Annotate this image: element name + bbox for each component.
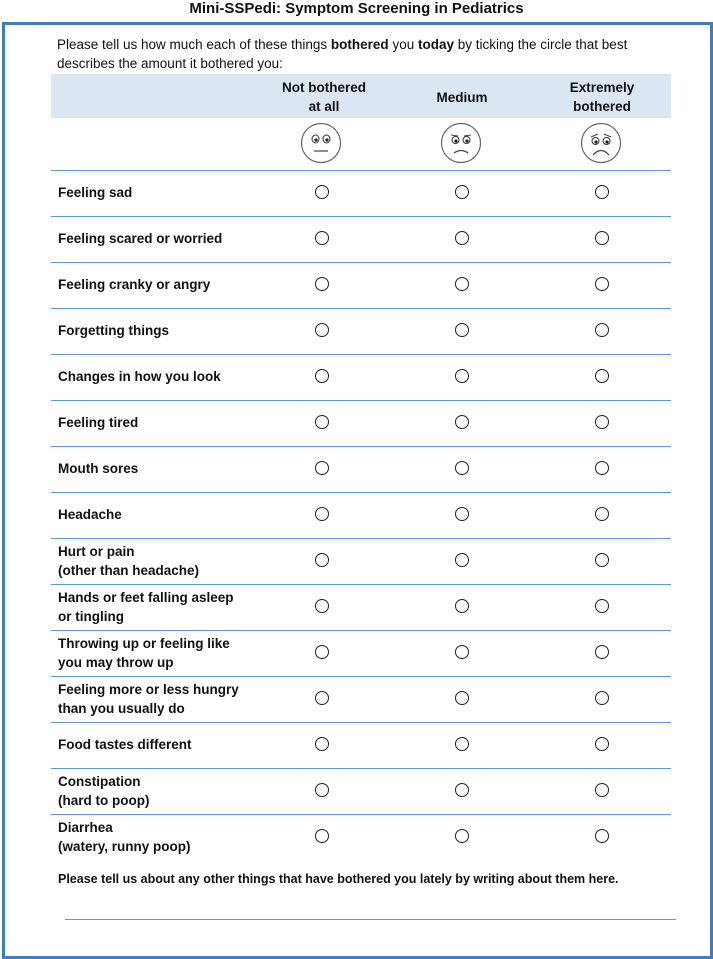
row-divider <box>51 538 671 539</box>
radio-extremely-bothered[interactable] <box>595 553 609 567</box>
page-title: Mini-SSPedi: Symptom Screening in Pediatrics <box>189 0 524 17</box>
radio-extremely-bothered[interactable] <box>595 461 609 475</box>
radio-medium[interactable] <box>455 415 469 429</box>
radio-medium[interactable] <box>455 231 469 245</box>
slightly-sad-face-icon <box>440 122 482 164</box>
symptom-label: Feeling cranky or angry <box>58 277 211 292</box>
row-divider <box>51 216 671 217</box>
radio-medium[interactable] <box>455 507 469 521</box>
symptom-label: Feeling tired <box>58 415 139 430</box>
symptom-label: Food tastes different <box>58 737 192 752</box>
radio-not-bothered[interactable] <box>315 645 329 659</box>
radio-medium[interactable] <box>455 829 469 843</box>
row-divider <box>51 722 671 723</box>
radio-not-bothered[interactable] <box>315 507 329 521</box>
symptom-label: Throwing up or feeling like you may throw up <box>58 636 230 670</box>
radio-extremely-bothered[interactable] <box>595 645 609 659</box>
radio-not-bothered[interactable] <box>315 691 329 705</box>
radio-medium[interactable] <box>455 783 469 797</box>
symptom-label: Feeling more or less hungry than you usually do <box>58 682 239 716</box>
radio-not-bothered[interactable] <box>315 461 329 475</box>
instructions: Please tell us how much each of these things bothered you today by ticking the circle that best describes the amount it bothered you: <box>57 37 628 71</box>
write-in-line[interactable] <box>65 919 676 920</box>
radio-medium[interactable] <box>455 323 469 337</box>
radio-not-bothered[interactable] <box>315 415 329 429</box>
radio-extremely-bothered[interactable] <box>595 829 609 843</box>
radio-medium[interactable] <box>455 369 469 383</box>
radio-not-bothered[interactable] <box>315 553 329 567</box>
radio-medium[interactable] <box>455 277 469 291</box>
column-header-not-bothered: Not bothered at all <box>282 80 366 114</box>
radio-medium[interactable] <box>455 553 469 567</box>
row-divider <box>51 262 671 263</box>
row-divider <box>51 584 671 585</box>
column-header-medium: Medium <box>436 90 488 105</box>
symptom-label: Headache <box>58 507 122 522</box>
symptom-label: Hands or feet falling asleep or tingling <box>58 590 234 624</box>
radio-medium[interactable] <box>455 185 469 199</box>
radio-not-bothered[interactable] <box>315 369 329 383</box>
radio-not-bothered[interactable] <box>315 829 329 843</box>
row-divider <box>51 630 671 631</box>
radio-not-bothered[interactable] <box>315 323 329 337</box>
radio-extremely-bothered[interactable] <box>595 783 609 797</box>
symptom-label: Mouth sores <box>58 461 139 476</box>
symptom-label: Diarrhea (watery, runny poop) <box>58 820 191 854</box>
row-divider <box>51 354 671 355</box>
row-divider <box>51 308 671 309</box>
symptom-label: Constipation (hard to poop) <box>58 774 150 808</box>
row-divider <box>51 170 671 171</box>
symptom-label: Forgetting things <box>58 323 169 338</box>
radio-extremely-bothered[interactable] <box>595 507 609 521</box>
radio-extremely-bothered[interactable] <box>595 737 609 751</box>
neutral-face-icon <box>300 122 342 164</box>
radio-extremely-bothered[interactable] <box>595 185 609 199</box>
row-divider <box>51 814 671 815</box>
radio-medium[interactable] <box>455 737 469 751</box>
row-divider <box>51 676 671 677</box>
radio-not-bothered[interactable] <box>315 277 329 291</box>
radio-not-bothered[interactable] <box>315 599 329 613</box>
radio-not-bothered[interactable] <box>315 231 329 245</box>
radio-extremely-bothered[interactable] <box>595 231 609 245</box>
radio-extremely-bothered[interactable] <box>595 277 609 291</box>
radio-extremely-bothered[interactable] <box>595 369 609 383</box>
row-divider <box>51 768 671 769</box>
symptom-label: Feeling scared or worried <box>58 231 223 246</box>
symptom-label: Changes in how you look <box>58 369 221 384</box>
radio-not-bothered[interactable] <box>315 737 329 751</box>
radio-extremely-bothered[interactable] <box>595 415 609 429</box>
radio-medium[interactable] <box>455 599 469 613</box>
radio-not-bothered[interactable] <box>315 783 329 797</box>
radio-medium[interactable] <box>455 691 469 705</box>
row-divider <box>51 492 671 493</box>
faces-row <box>51 118 671 170</box>
radio-medium[interactable] <box>455 645 469 659</box>
symptom-label: Feeling sad <box>58 185 133 200</box>
radio-extremely-bothered[interactable] <box>595 323 609 337</box>
row-divider <box>51 446 671 447</box>
radio-not-bothered[interactable] <box>315 185 329 199</box>
radio-medium[interactable] <box>455 461 469 475</box>
radio-extremely-bothered[interactable] <box>595 599 609 613</box>
radio-extremely-bothered[interactable] <box>595 691 609 705</box>
sad-face-icon <box>580 122 622 164</box>
symptom-label: Hurt or pain (other than headache) <box>58 544 200 578</box>
row-divider <box>51 400 671 401</box>
other-symptoms-prompt: Please tell us about any other things that have bothered you lately by writing about them here. <box>58 872 619 886</box>
column-header-extremely-bothered: Extremely bothered <box>569 80 635 114</box>
